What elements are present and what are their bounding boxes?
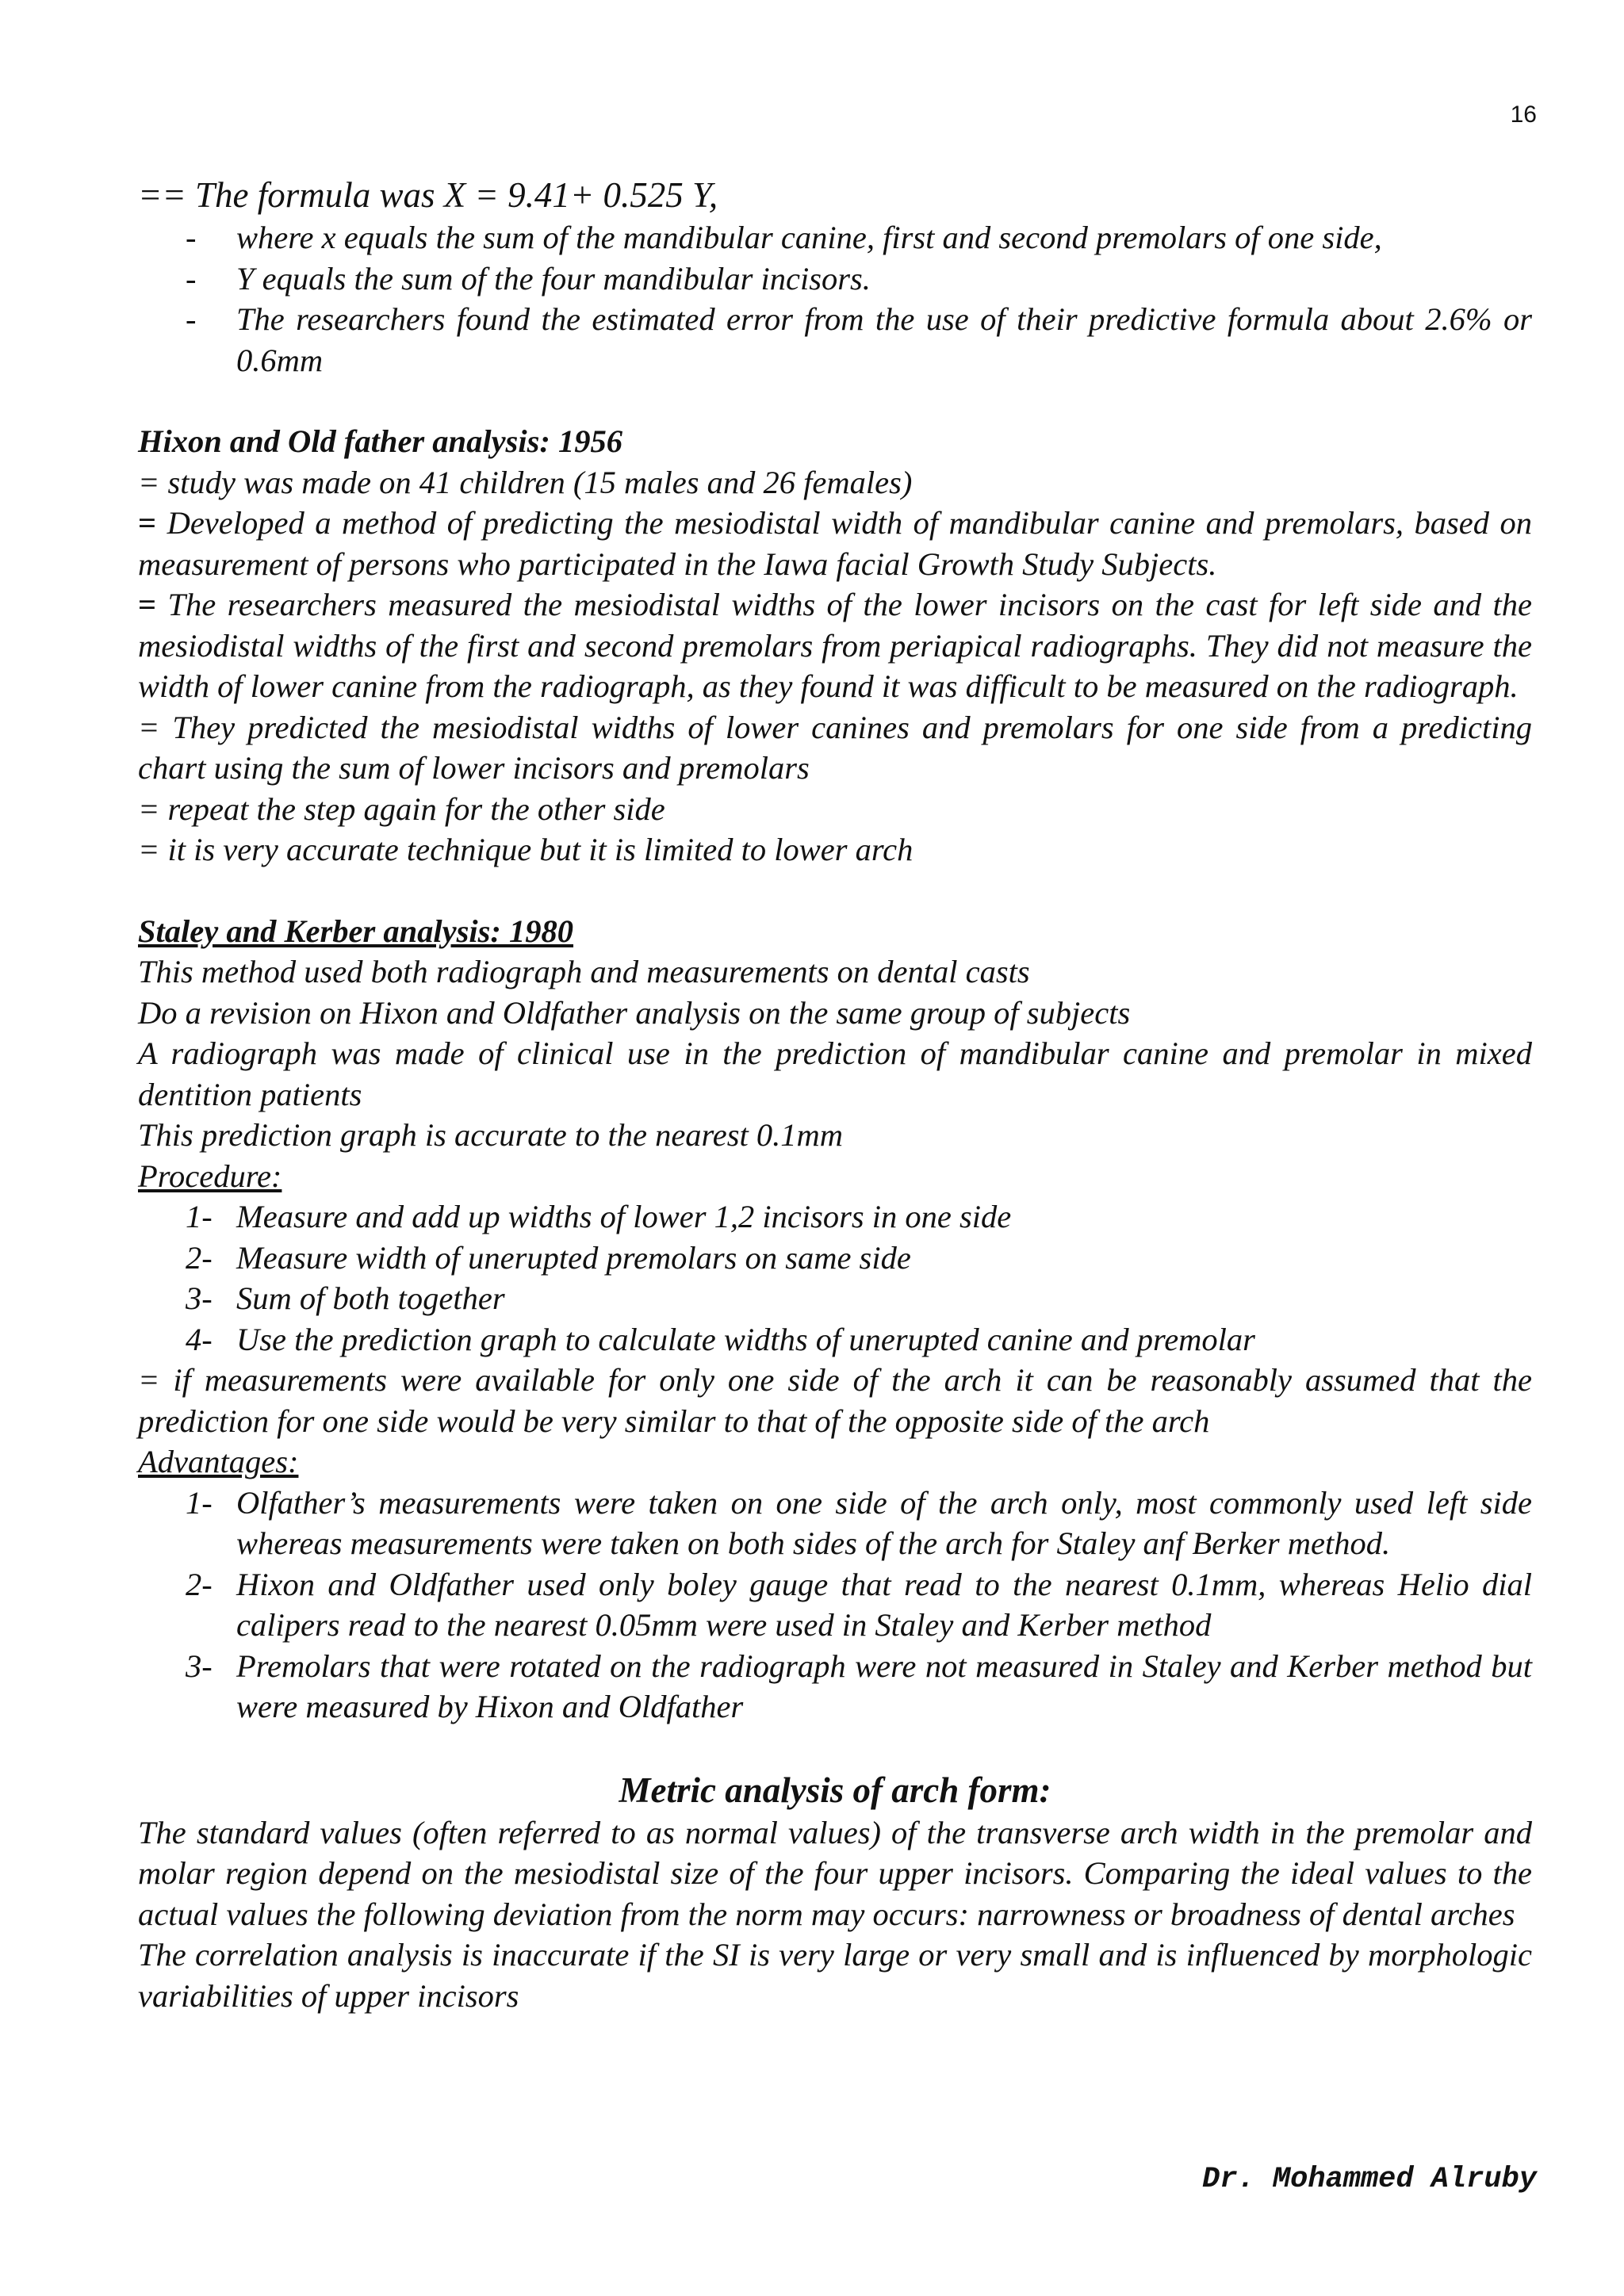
equals-marker: = — [138, 587, 157, 622]
paragraph: This method used both radiograph and measurements on dental casts — [138, 954, 1030, 989]
list-item — [138, 1564, 1532, 1646]
author-signature: Dr. Mohammed Alruby — [1202, 2163, 1537, 2196]
list-item — [138, 1483, 1532, 1564]
spacer — [138, 381, 1532, 421]
paragraph: = repeat the step again for the other side — [138, 790, 665, 827]
list-item-text: Premolars that were rotated on the radiograph were not measured in Staley and Kerber method but were measured by Hixon and Oldfather — [236, 1647, 1532, 1724]
paragraph: = study was made on 41 children (15 males and 26 females) — [138, 464, 913, 500]
formula-points — [138, 217, 1532, 381]
paragraph: = it is very accurate technique but it is limited to lower arch — [138, 832, 914, 867]
list-item — [138, 299, 1532, 381]
list-item-text: The researchers found the estimated error from the use of their predictive formula about 2.6% or 0.6mm — [236, 301, 1532, 378]
list-item-text: Use the prediction graph to calculate widths of unerupted canine and premolar — [236, 1321, 1255, 1357]
spacer — [138, 871, 1532, 911]
paragraph — [138, 503, 1532, 584]
equals-marker: = — [138, 505, 157, 541]
list-number: 2- — [186, 1566, 213, 1602]
advantages-list — [138, 1483, 1532, 1728]
list-item — [138, 1278, 1532, 1319]
paragraph-text: The researchers measured the mesiodistal widths of the lower incisors on the cast for left side and the mesiodistal widths of the first and second premolars from periapical radiographs. They did not measure the width of lower canine from the radiograph, as they found it was difficult to be measured on the radiograph. — [138, 587, 1533, 704]
page-number: 16 — [1510, 101, 1537, 128]
paragraph: = They predicted the mesiodistal widths of lower canines and premolars for one side from a predicting chart using the sum of lower incisors and premolars — [138, 709, 1532, 786]
formula-line: == The formula was X = 9.41+ 0.525 Y, — [138, 175, 718, 215]
list-number: 4- — [186, 1321, 213, 1357]
paragraph: The correlation analysis is inaccurate if the SI is very large or very small and is influenced by morphologic variabilities of upper incisors — [138, 1937, 1532, 2014]
document-body — [138, 173, 1532, 2016]
list-item — [138, 1646, 1532, 1728]
list-item-text: Sum of both together — [236, 1280, 505, 1316]
list-item-text: where x equals the sum of the mandibular canine, first and second premolars of one side, — [236, 220, 1382, 255]
list-number: 1- — [186, 1199, 213, 1234]
list-item — [138, 1319, 1532, 1360]
section-heading-metric: Metric analysis of arch form: — [619, 1770, 1051, 1810]
paragraph: This prediction graph is accurate to the nearest 0.1mm — [138, 1117, 844, 1153]
procedure-label: Procedure: — [138, 1158, 282, 1194]
list-item — [138, 217, 1532, 258]
list-number: 2- — [186, 1239, 213, 1276]
dash-bullet: - — [186, 220, 197, 255]
paragraph: A radiograph was made of clinical use in the prediction of mandibular canine and premolar in mixed dentition patients — [138, 1035, 1532, 1112]
paragraph: Do a revision on Hixon and Oldfather analysis on the same group of subjects — [138, 994, 1131, 1031]
list-item — [138, 1196, 1532, 1238]
list-item-text: Y equals the sum of the four mandibular incisors. — [236, 260, 871, 297]
list-number: 3- — [186, 1647, 213, 1684]
list-item — [138, 258, 1532, 300]
list-number: 3- — [186, 1280, 213, 1316]
paragraph: = if measurements were available for only one side of the arch it can be reasonably assumed that the prediction for one side would be very similar to that of the opposite side of the arch — [138, 1362, 1532, 1439]
procedure-list — [138, 1196, 1532, 1360]
list-number: 1- — [186, 1484, 213, 1521]
dash-bullet: - — [186, 301, 197, 337]
section-heading-staley: Staley and Kerber analysis: 1980 — [138, 913, 574, 949]
list-item-text: Measure width of unerupted premolars on same side — [236, 1239, 911, 1276]
list-item — [138, 1238, 1532, 1279]
list-item-text: Hixon and Oldfather used only boley gauge that read to the nearest 0.1mm, whereas Helio dial calipers read to the nearest 0.05mm were used in Staley and Kerber method — [236, 1566, 1532, 1643]
paragraph: The standard values (often referred to as normal values) of the transverse arch width in the premolar and molar region depend on the mesiodistal size of the four upper incisors. Comparing the ideal values to the actual values the following deviation from the norm may occurs: narrowness or broadness of dental arches — [138, 1814, 1532, 1932]
paragraph — [138, 584, 1532, 707]
section-heading-hixon: Hixon and Old father analysis: 1956 — [138, 423, 622, 459]
list-item-text: Olfather’s measurements were taken on one side of the arch only, most commonly used left side whereas measurements were taken on both sides of the arch for Staley anf Berker method. — [236, 1484, 1532, 1561]
dash-bullet: - — [186, 260, 197, 297]
advantages-label: Advantages: — [138, 1444, 299, 1479]
paragraph-text: Developed a method of predicting the mesiodistal width of mandibular canine and premolars, based on measurement of persons who participated in the Iawa facial Growth Study Subjects. — [138, 505, 1532, 582]
list-item-text: Measure and add up widths of lower 1,2 incisors in one side — [236, 1199, 1012, 1234]
